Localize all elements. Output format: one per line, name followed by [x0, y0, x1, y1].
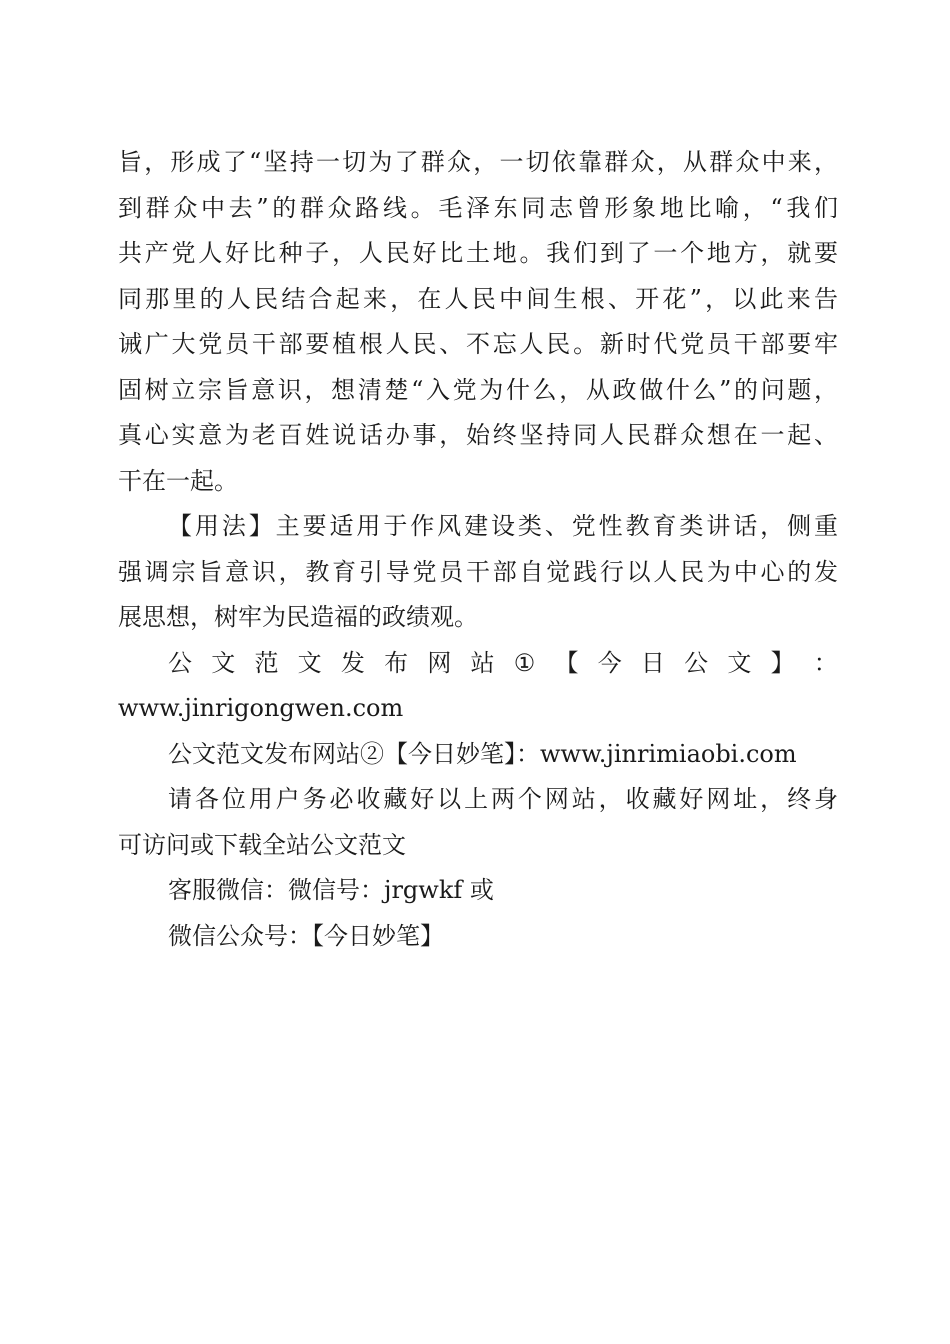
label-char: 站 [470, 648, 495, 677]
label-char: 发 [340, 648, 365, 677]
label-char: 网 [427, 648, 452, 677]
site-2-block [118, 732, 838, 778]
text-line: 请各位用户务必收藏好以上两个网站，收藏好网址，终身 [168, 785, 838, 813]
text-line: 到群众中去”的群众路线。毛泽东同志曾形象地比喻，“我们 [118, 193, 838, 222]
site-2-link[interactable]: 公文范文发布网站②【今日妙笔】：www.jinrimiaobi.com [168, 739, 797, 768]
text-line: 展思想，树牢为民造福的政绩观。 [118, 603, 478, 631]
label-char: 日 [640, 648, 665, 677]
text-line: 固树立宗旨意识，想清楚“入党为什么，从政做什么”的问题， [118, 375, 838, 404]
label-char: 文 [727, 648, 752, 677]
document-body [118, 140, 838, 959]
label-char: ① [513, 648, 536, 677]
text-line: 干在一起。 [118, 466, 238, 495]
text-line: 【用法】主要适用于作风建设类、党性教育类讲话，侧重 [168, 512, 838, 540]
text-line: 同那里的人民结合起来，在人民中间生根、开花”，以此来告 [118, 284, 838, 313]
text-line: 强调宗旨意识，教育引导党员干部自觉践行以人民为中心的发 [118, 557, 838, 586]
label-char: 【 [554, 648, 579, 677]
label-char: 今 [597, 648, 622, 677]
site-1-url-link[interactable]: www.jinrigongwen.com [118, 694, 404, 722]
text-line: 共产党人好比种子，人民好比土地。我们到了一个地方，就要 [118, 239, 838, 267]
label-char: 文 [297, 648, 322, 677]
site-1-label [118, 641, 838, 687]
site-1-block [118, 641, 838, 732]
text-line: 诫广大党员干部要植根人民、不忘人民。新时代党员干部要牢 [118, 330, 838, 358]
label-char: 公 [684, 648, 709, 677]
label-char: 公 [168, 648, 192, 677]
paragraph-usage [118, 504, 838, 641]
service-block [118, 868, 838, 959]
text-line: 真心实意为老百姓说话办事，始终坚持同人民群众想在一起、 [118, 421, 838, 449]
paragraph-main [118, 140, 838, 504]
text-line: 旨，形成了“坚持一切为了群众，一切依靠群众，从群众中来， [118, 148, 838, 176]
label-char: 文 [211, 648, 236, 677]
service-public-account: 微信公众号：【今日妙笔】 [168, 921, 444, 950]
label-char: 范 [254, 648, 279, 677]
service-wechat: 客服微信：微信号：jrgwkf 或 [168, 876, 494, 904]
notice-block [118, 777, 838, 868]
label-char: ： [813, 648, 838, 677]
text-line: 可访问或下载全站公文范文 [118, 830, 406, 859]
label-char: 布 [384, 648, 409, 677]
label-char: 】 [770, 648, 795, 677]
